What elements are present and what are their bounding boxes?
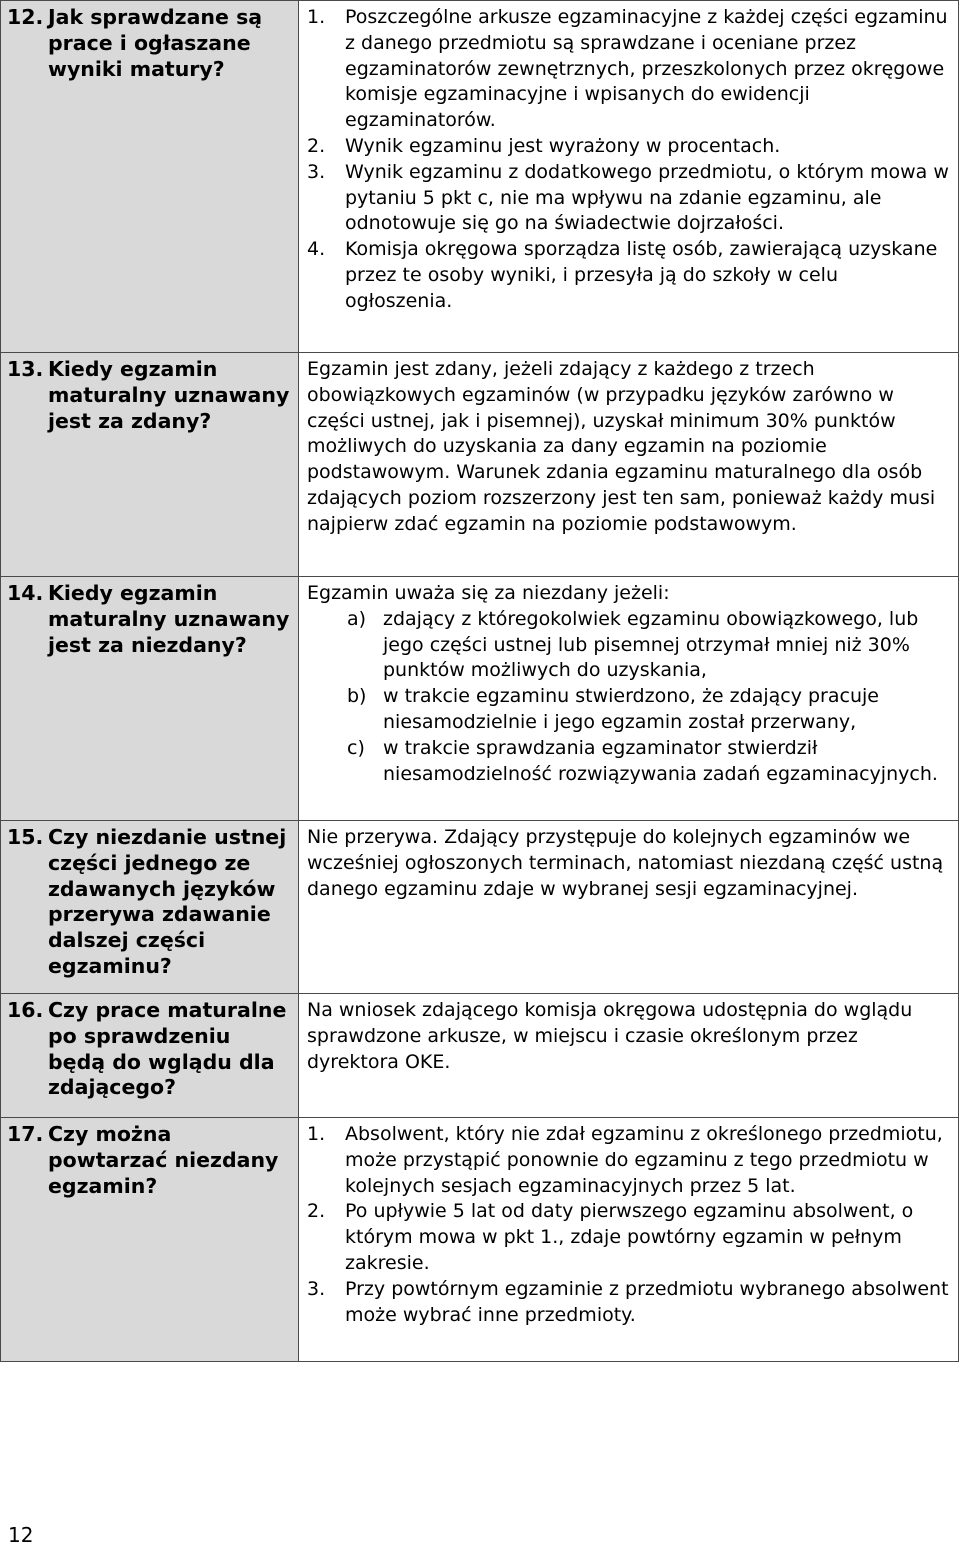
answer-cell — [299, 1, 959, 353]
answer-paragraph: Nie przerywa. Zdający przystępuje do kolejnych egzaminów we wcześniej ogłoszonych terminach, natomiast niezdaną część ustną danego egzaminu zdaje w wybranej sesji egzaminacyjnej. — [307, 826, 944, 900]
list-item — [307, 1277, 950, 1329]
question-cell — [1, 1118, 299, 1362]
item-letter: b) — [347, 685, 367, 708]
question-text: Kiedy egzamin maturalny uznawany jest za niezdany? — [48, 581, 290, 657]
answer-intro: Egzamin uważa się za niezdany jeżeli: — [307, 582, 670, 604]
item-letter: a) — [347, 607, 367, 630]
item-text: Przy powtórnym egzaminie z przedmiotu wybranego absolwent może wybrać inne przedmioty. — [345, 1277, 949, 1326]
list-item — [307, 1122, 950, 1199]
question-cell — [1, 577, 299, 821]
item-text: zdający z któregokolwiek egzaminu obowiązkowego, lub jego części ustnej lub pisemnej otrzymał mniej niż 30% punktów możliwych do uzyskania, — [383, 607, 919, 682]
list-item — [307, 607, 950, 684]
page-number: 12 — [8, 1523, 34, 1547]
item-text: Wynik egzaminu jest wyrażony w procentach. — [345, 134, 781, 157]
answer-cell — [299, 821, 959, 994]
item-number: 3. — [307, 1277, 326, 1300]
answer-cell — [299, 994, 959, 1118]
list-item — [307, 160, 950, 237]
item-number: 2. — [307, 134, 326, 157]
list-item — [307, 5, 950, 134]
item-text: w trakcie sprawdzania egzaminator stwierdził niesamodzielność rozwiązywania zadań egzaminacyjnych. — [383, 736, 938, 785]
answer-cell — [299, 1118, 959, 1362]
item-number: 2. — [307, 1200, 326, 1223]
question-number: 17. — [7, 1122, 44, 1146]
item-number: 1. — [307, 6, 326, 28]
question-text: Czy prace maturalne po sprawdzeniu będą do wglądu dla zdającego? — [48, 998, 287, 1100]
list-item — [307, 684, 950, 736]
list-item — [307, 237, 950, 314]
table-row — [1, 577, 959, 821]
question-cell — [1, 1, 299, 353]
list-item — [307, 1199, 950, 1276]
table-row — [1, 994, 959, 1118]
question-text: Jak sprawdzane są prace i ogłaszane wyniki matury? — [48, 5, 263, 81]
question-number: 12. — [7, 5, 44, 29]
question-cell — [1, 821, 299, 994]
question-text: Kiedy egzamin maturalny uznawany jest za zdany? — [48, 357, 290, 433]
question-number: 14. — [7, 581, 44, 605]
item-text: Absolwent, który nie zdał egzaminu z określonego przedmiotu, może przystąpić ponownie do egzaminu z tego przedmiotu w kolejnych sesjach egzaminacyjnych przez 5 lat. — [345, 1123, 943, 1197]
item-letter: c) — [347, 736, 365, 759]
list-item — [307, 736, 950, 788]
answer-cell — [299, 353, 959, 577]
answer-paragraph: Na wniosek zdającego komisja okręgowa udostępnia do wglądu sprawdzone arkusze, w miejscu i czasie określonym przez dyrektora OKE. — [307, 999, 913, 1073]
question-cell — [1, 994, 299, 1118]
question-text: Czy niezdanie ustnej części jednego ze zdawanych języków przerywa zdawanie dalszej części egzaminu? — [48, 825, 287, 978]
question-number: 13. — [7, 357, 44, 381]
answer-paragraph: Egzamin jest zdany, jeżeli zdający z każdego z trzech obowiązkowych egzaminów (w przypadku języków zarówno w części ustnej, jak i pisemnej), uzyskał minimum 30% punktów możliwych do uzyskania za dany egzamin na poziomie podstawowym. Warunek zdania egzaminu maturalnego dla osób zdających poziom rozszerzony jest ten sam, ponieważ każdy musi najpierw zdać egzamin na poziomie podstawowym. — [307, 358, 936, 535]
table-row — [1, 821, 959, 994]
answer-cell — [299, 577, 959, 821]
item-number: 4. — [307, 238, 326, 261]
table-row — [1, 353, 959, 577]
question-number: 15. — [7, 825, 44, 849]
item-number: 3. — [307, 160, 326, 183]
item-text: Wynik egzaminu z dodatkowego przedmiotu, o którym mowa w pytaniu 5 pkt c, nie ma wpływu na zdanie egzaminu, ale odnotowuje się go na świadectwie dojrzałości. — [345, 160, 949, 235]
table-row — [1, 1118, 959, 1362]
question-cell — [1, 353, 299, 577]
item-text: w trakcie egzaminu stwierdzono, że zdający pracuje niesamodzielnie i jego egzamin został przerwany, — [383, 685, 879, 733]
question-number: 16. — [7, 998, 44, 1022]
item-text: Poszczególne arkusze egzaminacyjne z każdej części egzaminu z danego przedmiotu są sprawdzane i oceniane przez egzaminatorów zewnętrznych, przeszkolonych przez okręgowe komisje egzaminacyjne i wpisanych do ewidencji egzaminatorów. — [345, 6, 948, 132]
list-item — [307, 134, 950, 160]
item-text: Po upływie 5 lat od daty pierwszego egzaminu absolwent, o którym mowa w pkt 1., zdaje powtórny egzamin w pełnym zakresie. — [345, 1200, 914, 1274]
question-text: Czy można powtarzać niezdany egzamin? — [48, 1122, 279, 1198]
item-number: 1. — [307, 1123, 326, 1145]
table-row — [1, 1, 959, 353]
item-text: Komisja okręgowa sporządza listę osób, zawierającą uzyskane przez te osoby wyniki, i przesyła ją do szkoły w celu ogłoszenia. — [345, 238, 938, 312]
